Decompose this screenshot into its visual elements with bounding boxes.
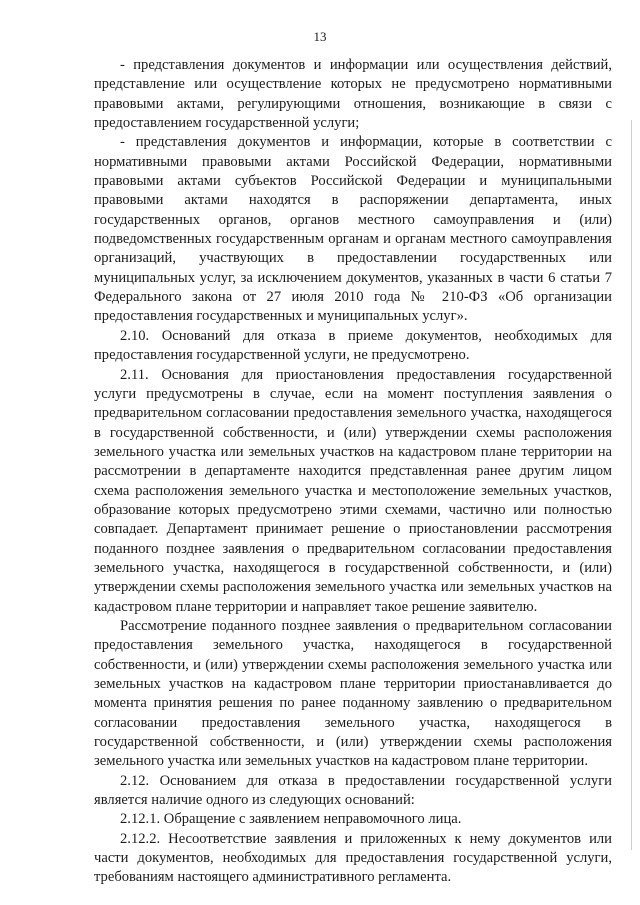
scan-edge-line xyxy=(631,120,632,850)
paragraph-2-12-2: 2.12.2. Несоответствие заявления и приложенных к нему документов или части документов, необходимых для предоставления государственной услуги, требованиям настоящего административного регламента. xyxy=(94,830,612,886)
paragraph-restriction-documents: - представления документов и информации, которые в соответствии с нормативными правовыми актами Российской Федерации, нормативными правовыми актами субъектов Российской Федерации и муниципальными правовыми актами находятся в распоряжении департамента, иных государственных органов, органов местного самоуправления и (или) подведомственных государственным органам и органам местного самоуправления организаций, участвующих в предоставлении государственных или муниципальных услуг, за исключением документов, указанных в части 6 статьи 7 Федерального закона от 27 июля 2010 года № 210-ФЗ «Об организации предоставления государственных и муниципальных услуг». xyxy=(94,134,612,325)
paragraph-restriction-actions: - представления документов и информации или осуществления действий, представление или осуществление которых не предусмотрено нормативными правовыми актами, регулирующими отношения, возникающие в связи с предоставлением государственной услуги; xyxy=(94,57,612,132)
paragraph-2-10: 2.10. Оснований для отказа в приеме документов, необходимых для предоставления государственной услуги, не предусмотрено. xyxy=(94,327,612,364)
paragraph-2-11: 2.11. Основания для приостановления предоставления государственной услуги предусмотрены в случае, если на момент поступления заявления о предварительном согласовании предоставления земельного участка, находящегося в государственной собственности, и (или) утверждении схемы расположения земельного участка или земельных участков на кадастровом плане территории на рассмотрении в департаменте находится представленная ранее другим лицом схема расположения земельного участка и местоположение земельных участков, образование которых предусмотрено этими схемами, частично или полностью совпадает. Департамент принимает решение о приостановлении рассмотрения поданного позднее заявления о предварительном согласовании предоставления земельного участка, находящегося в государственной собственности, и (или) утверждении схемы расположения земельного участка или земельных участков на кадастровом плане территории и направляет такое решение заявителю. xyxy=(94,366,612,615)
document-body xyxy=(94,56,612,888)
paragraph-suspension: Рассмотрение поданного позднее заявления о предварительном согласовании предоставления земельного участка, находящегося в государственной собственности, и (или) утверждении схемы расположения земельного участка или земельных участков на кадастровом плане территории приостанавливается до момента принятия решения по ранее поданному заявлению о предварительном согласовании предоставления земельного участка, находящегося в государственной собственности, и (или) утверждении схемы расположения земельного участка или земельных участков на кадастровом плане территории. xyxy=(94,617,612,770)
page-number: 13 xyxy=(313,29,327,44)
paragraph-2-12-1: 2.12.1. Обращение с заявлением неправомочного лица. xyxy=(120,811,462,828)
paragraph-2-12: 2.12. Основанием для отказа в предоставлении государственной услуги является наличие одного из следующих оснований: xyxy=(94,772,612,809)
